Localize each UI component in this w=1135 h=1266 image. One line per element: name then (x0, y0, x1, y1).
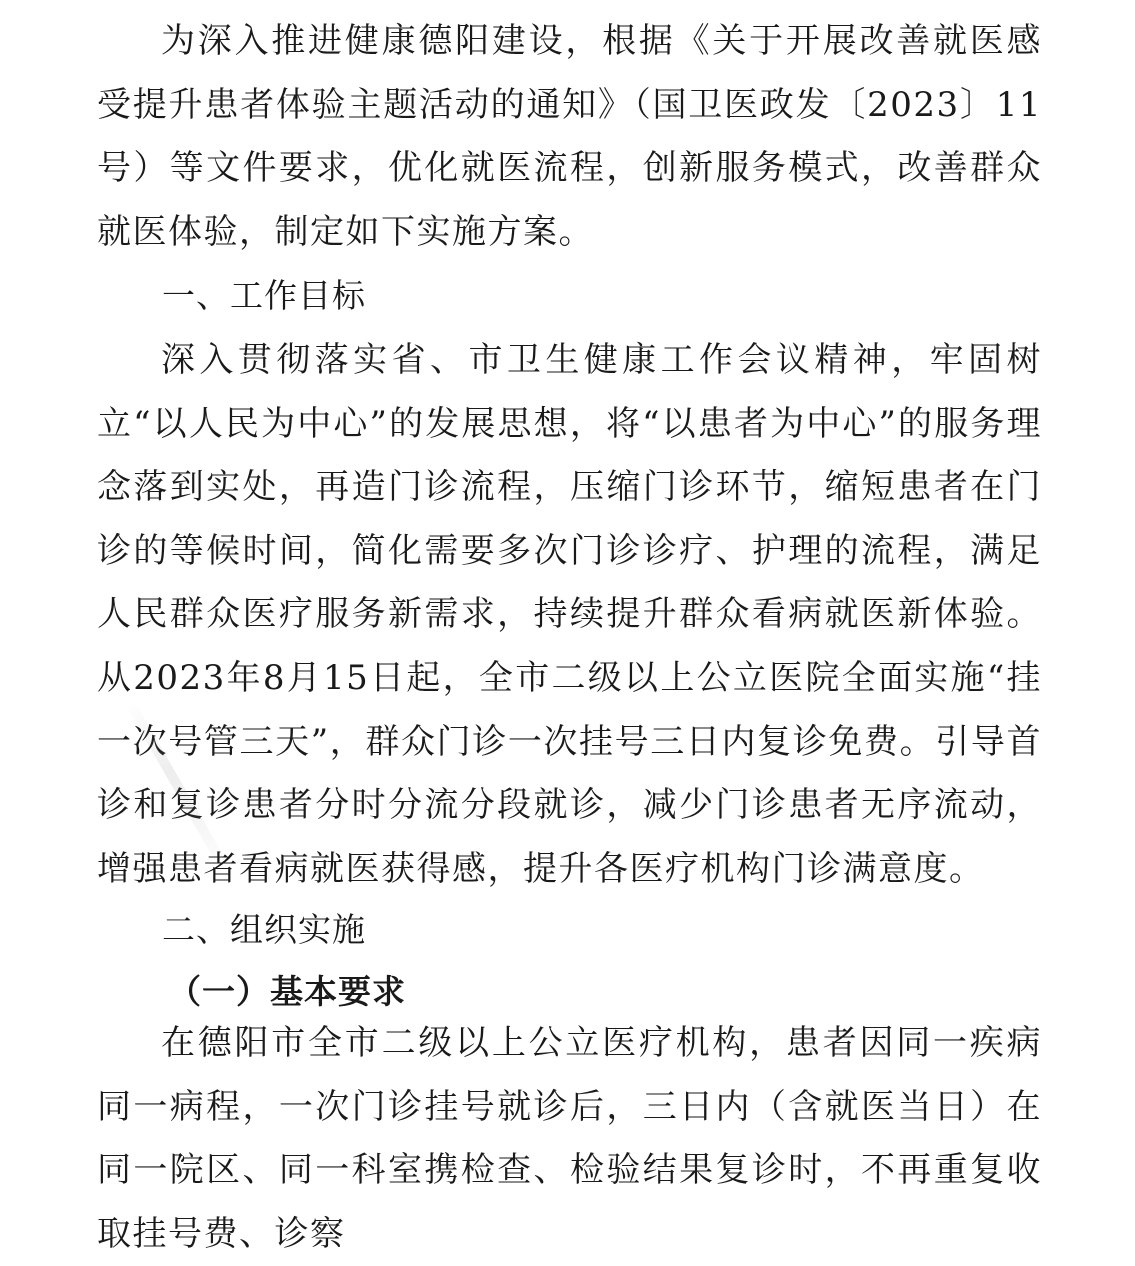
intro-paragraph: 为深入推进健康德阳建设，根据《关于开展改善就医感受提升患者体验主题活动的通知》（国卫医政发〔2023〕11号）等文件要求，优化就医流程，创新服务模式，改善群众就医体验，制定如下实施方案。 (97, 21, 1042, 252)
subsection-heading-basic-requirements: （一）基本要求 (168, 972, 406, 1011)
section-heading-work-goals: 一、工作目标 (162, 276, 366, 315)
work-goals-paragraph: 深入贯彻落实省、市卫生健康工作会议精神，牢固树立“以人民为中心”的发展思想，将“以患者为中心”的服务理念落到实处，再造门诊流程，压缩门诊环节，缩短患者在门诊的等候时间，简化需要多次门诊诊疗、护理的流程，满足人民群众医疗服务新需求，持续提升群众看病就医新体验。从2023年8月15日起，全市二级以上公立医院全面实施“挂一次号管三天”，群众门诊一次挂号三日内复诊免费。引导首诊和复诊患者分时分流分段就诊，减少门诊患者无序流动，增强患者看病就医获得感，提升各医疗机构门诊满意度。 (97, 340, 1042, 889)
basic-requirements-paragraph: 在德阳市全市二级以上公立医疗机构，患者因同一疾病同一病程，一次门诊挂号就诊后，三日内（含就医当日）在同一院区、同一科室携检查、检验结果复诊时，不再重复收取挂号费、诊察 (97, 1023, 1042, 1254)
section-heading-organization: 二、组织实施 (162, 910, 366, 949)
